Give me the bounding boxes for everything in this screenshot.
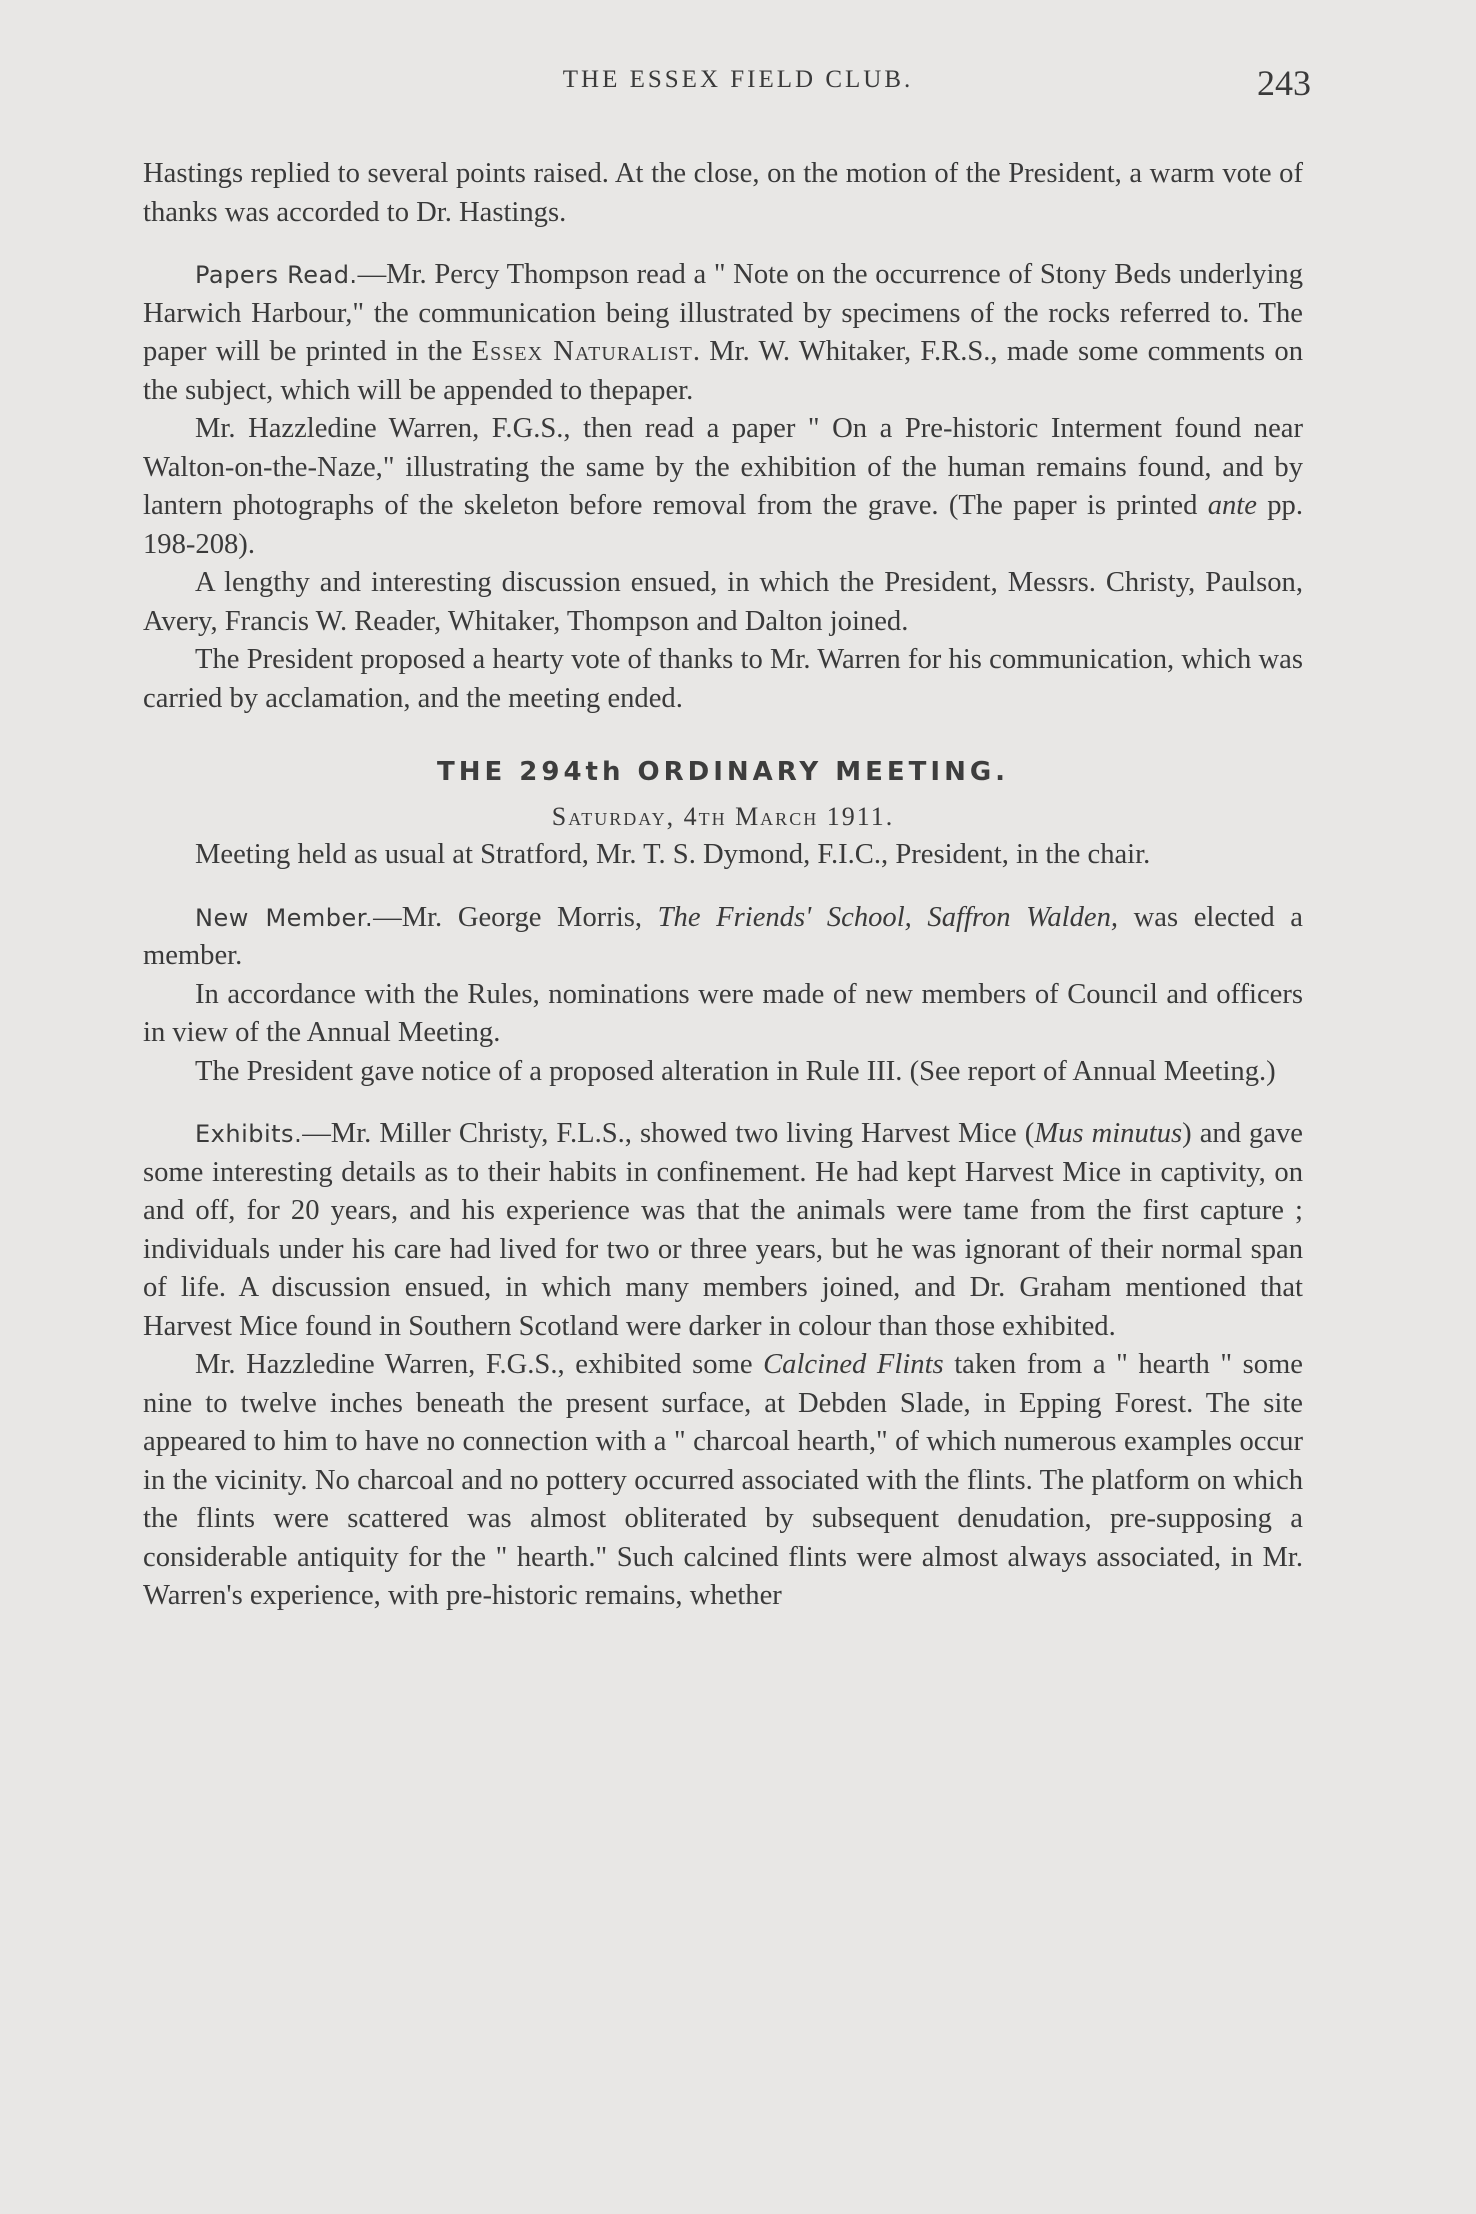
ante-word: ante (1207, 490, 1257, 521)
paragraph-vote-of-thanks: The President proposed a hearty vote of thanks to Mr. Warren for his communication, which was carried by acclamation, and the meeting ended. (143, 644, 1303, 714)
paragraph-new-member (143, 899, 1303, 976)
papers-read-text-a: —Mr. Percy Thompson read a " Note on the occurrence of Stony Beds underlying Harwich Harbour," the communication being illustrated by specimens of the rocks referred to. The paper will be printed in the (143, 259, 1303, 367)
paragraph-meeting-held: Meeting held as usual at Stratford, Mr. T. S. Dymond, F.I.C., President, in the chair. (195, 839, 1151, 870)
new-member-text-b: was elected a member. (143, 901, 1303, 971)
paragraph-papers-read (143, 256, 1303, 410)
body-text (143, 155, 1303, 1616)
paragraph-calcined-flints (143, 1346, 1303, 1616)
sidehead-new-member: New Member. (195, 903, 374, 932)
species-name: Mus minutus (1034, 1118, 1183, 1149)
page-number: 243 (1257, 63, 1311, 103)
exhibits-text-a: —Mr. Miller Christy, F.L.S., showed two living Harvest Mice ( (302, 1118, 1035, 1149)
papers-read-text-b: . Mr. W. Whitaker, F.R.S., made some comments on the subject, which will be appended to thepaper. (143, 336, 1303, 406)
running-title: THE ESSEX FIELD CLUB. (562, 66, 914, 93)
flints-text-b: taken from a " hearth " some nine to twelve inches beneath the present surface, at Debden Slade, in Epping Forest. The site appeared to him to have no connection with a " charcoal hearth," of which numerous examples occur in the vicinity. No charcoal and no pottery occurred associated with the flints. The platform on which the flints were scattered was almost obliterated by subsequent denudation, pre-supposing a considerable antiquity for the " hearth." Such calcined flints were almost always associated, in Mr. Warren's experience, with pre-historic remains, whether (143, 1349, 1303, 1611)
calcined-flints-term: Calcined Flints (763, 1349, 944, 1380)
paragraph-hastings-reply: Hastings replied to several points raised. At the close, on the motion of the President, a warm vote of thanks was accorded to Dr. Hastings. (143, 158, 1303, 228)
meeting-title: THE 294th ORDINARY MEETING. (436, 757, 1010, 787)
flints-text-a: Mr. Hazzledine Warren, F.G.S., exhibited some (195, 1349, 764, 1380)
paragraph-nominations: In accordance with the Rules, nominations were made of new members of Council and officers in view of the Annual Meeting. (143, 978, 1303, 1048)
paragraph-exhibits (143, 1115, 1303, 1346)
journal-title: Essex Naturalist (471, 336, 693, 367)
new-member-text-a: —Mr. George Morris, (373, 901, 658, 933)
paragraph-discussion: A lengthy and interesting discussion ensued, in which the President, Messrs. Christy, Paulson, Avery, Francis W. Reader, Whitaker, Thompson and Dalton joined. (143, 567, 1303, 637)
warren-paper-text-a: Mr. Hazzledine Warren, F.G.S., then read a paper " On a Pre-historic Interment found near Walton-on-the-Naze," illustrating the same by the exhibition of the human remains found, and by lantern photographs of the skeleton before removal from the grave. (The paper is printed (143, 413, 1303, 521)
warren-paper-text-b: pp. 198-208). (143, 490, 1304, 560)
paragraph-warren-paper (143, 410, 1303, 564)
member-address: The Friends' School, Saffron Walden, (657, 901, 1119, 933)
sidehead-exhibits: Exhibits. (195, 1120, 303, 1148)
meeting-date: Saturday, 4th March 1911. (551, 802, 895, 831)
exhibits-text-b: ) and gave some interesting details as to their habits in confinement. He had kept Harvest Mice in captivity, on and off, for 20 years, and his experience was that the animals were tame from the first capture ; individuals under his care had lived for two or three years, but he was ignorant of their normal span of life. A discussion ensued, in which many members joined, and Dr. Graham mentioned that Harvest Mice found in Southern Scotland were darker in colour than those exhibited. (143, 1118, 1304, 1342)
sidehead-papers-read: Papers Read. (195, 261, 358, 289)
paragraph-rule-notice: The President gave notice of a proposed alteration in Rule III. (See report of Annual Meeting.) (195, 1055, 1276, 1087)
running-head (0, 62, 1476, 102)
